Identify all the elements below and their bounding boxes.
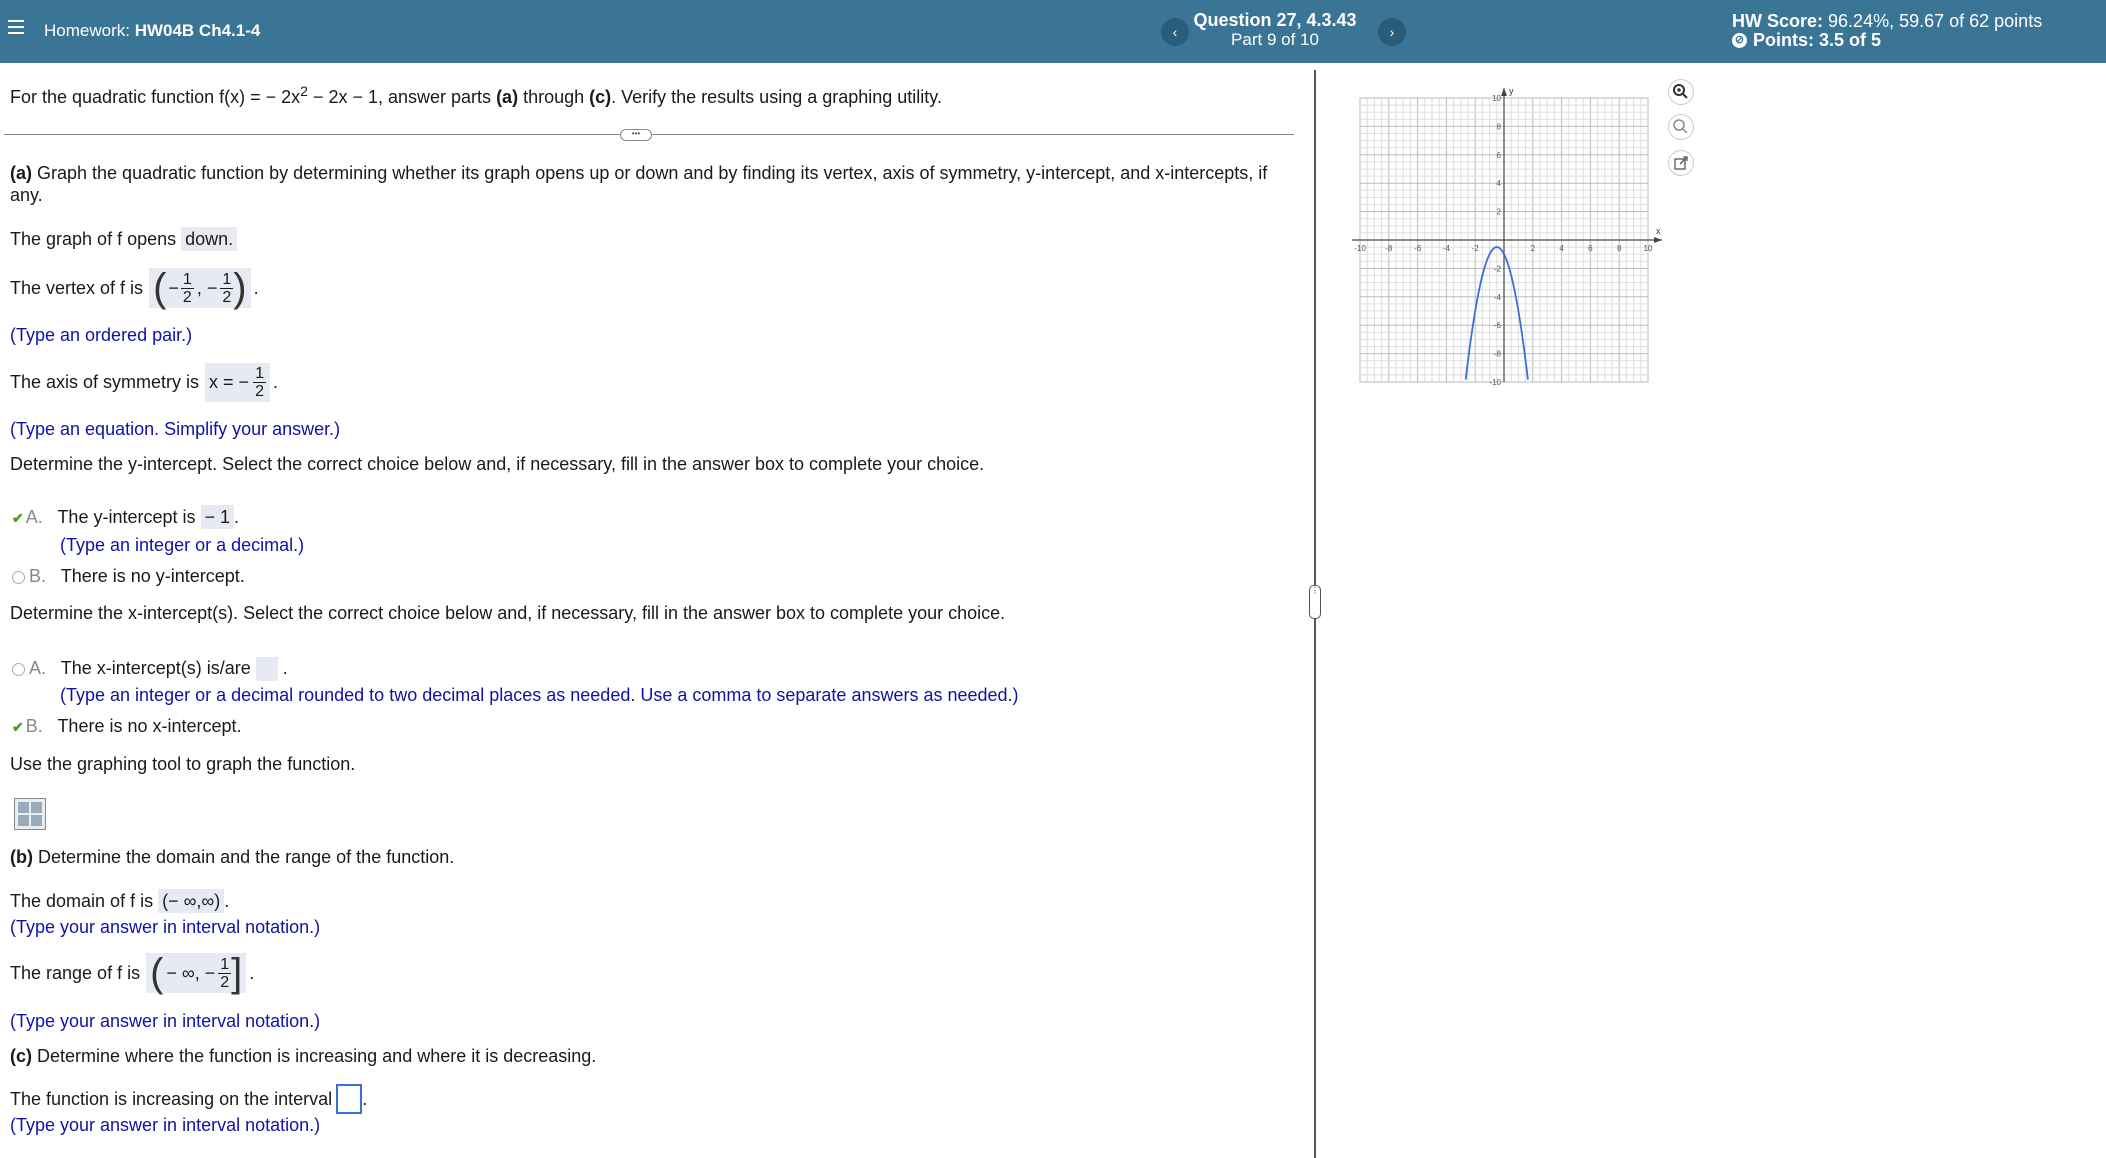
intro-d: (a) [496, 87, 519, 107]
yint-b-letter: B. [29, 566, 47, 586]
top-bar [0, 0, 2106, 63]
splitter-handle[interactable]: ⋮ [1309, 585, 1321, 619]
range-row: The range of f is ( − ∞, − $\frac{1}{2}$ ] . [10, 951, 255, 995]
vertex-den2: 2 [222, 288, 232, 306]
x-tick-label: 4 [1559, 244, 1564, 253]
range-answer-field[interactable]: ( − ∞, − $\frac{1}{2}$ ] [146, 953, 246, 993]
graph-prompt: Use the graphing tool to graph the function. [10, 754, 356, 774]
previous-question-button[interactable]: ‹ [1161, 18, 1189, 46]
x-tick-label: -2 [1471, 244, 1479, 253]
xint-choice-a[interactable]: A. The x-intercept(s) is/are . [12, 657, 288, 681]
yint-a-text: The y-intercept is [57, 507, 196, 527]
yint-choice-b[interactable] [12, 566, 245, 587]
opens-prefix: The graph of f opens [10, 229, 177, 249]
expand-toggle-button[interactable]: ••• [620, 129, 652, 141]
xint-a-hint: (Type an integer or a decimal rounded to two decimal places as needed. Use a comma to separate answers as needed.) [60, 685, 1019, 705]
xint-choice-b[interactable] [12, 716, 242, 737]
xint-answer-field[interactable] [256, 657, 278, 681]
vertex-answer-field[interactable]: ( − $\frac{1}{2}$ , − $\frac{1}{2}$ ) [149, 268, 251, 308]
increasing-hint: (Type your answer in interval notation.) [10, 1115, 321, 1135]
part-b-label: (b) [10, 847, 33, 867]
range-hint: (Type your answer in interval notation.) [10, 1011, 321, 1031]
x-tick-label: -10 [1354, 244, 1366, 253]
range-prefix: The range of f is [10, 962, 141, 983]
question-pane [0, 63, 1310, 1158]
problem-statement [10, 83, 942, 108]
axis-answer-field[interactable] [205, 363, 270, 402]
xint-b-text: There is no x-intercept. [57, 716, 242, 736]
x-tick-label: -8 [1385, 244, 1393, 253]
xint-b-letter: B. [25, 716, 43, 736]
x-tick-label: -4 [1442, 244, 1450, 253]
axis-num: 1 [255, 365, 264, 382]
x-tick-label: 10 [1643, 244, 1653, 253]
question-title: Question 27, 4.3.43 [1193, 10, 1357, 30]
vertex-hint: (Type an ordered pair.) [10, 325, 193, 345]
next-question-button[interactable]: › [1378, 18, 1406, 46]
points-label: Points: 3.5 of 5 [1753, 30, 1882, 50]
y-tick-label: 2 [1496, 207, 1501, 217]
points-icon: ⊘ [1732, 33, 1747, 48]
y-tick-label: 8 [1496, 122, 1501, 132]
xint-prompt: Determine the x-intercept(s). Select the correct choice below and, if necessary, fill in the answer box to complete your choice. [10, 603, 1006, 623]
x-tick-label: 8 [1616, 244, 1622, 253]
yint-answer-field[interactable]: − 1 [201, 505, 235, 529]
opens-answer-field[interactable]: down. [181, 227, 237, 251]
y-tick-label: -8 [1493, 349, 1501, 359]
hw-score [1732, 11, 2042, 32]
y-tick-label: 4 [1496, 179, 1501, 189]
intro-exp: 2 [300, 83, 308, 99]
y-tick-label: -6 [1493, 321, 1501, 331]
yint-a-letter: A. [25, 507, 43, 527]
xint-a-letter: A. [29, 657, 47, 678]
y-tick-label: -4 [1493, 292, 1501, 302]
domain-answer-field[interactable]: (− ∞,∞) [158, 889, 224, 913]
yint-b-text: There is no y-intercept. [60, 566, 245, 586]
intro-e: through [518, 87, 590, 107]
part-b-body: Determine the domain and the range of the function. [32, 847, 455, 867]
part-b-text [10, 847, 454, 868]
part-c-text [10, 1046, 596, 1067]
range-inf: − ∞, − [166, 962, 216, 983]
graph-area [1345, 80, 1675, 390]
y-tick-label: 10 [1492, 94, 1501, 103]
x-tick-label: 2 [1530, 244, 1536, 253]
x-axis-label: x [1656, 226, 1661, 236]
part-a-label: (a) [10, 163, 32, 183]
axis-row: The axis of symmetry is x = − $\frac{1}{2}$ . [10, 365, 278, 400]
hamburger-icon[interactable] [8, 20, 24, 34]
points [1732, 30, 1881, 51]
part-a-text-line1 [10, 163, 1267, 184]
yint-choice-a[interactable]: ✔ A. The y-intercept is − 1 . [12, 507, 240, 527]
intro-g: . Verify the results using a graphing utility. [611, 87, 942, 107]
intro-b: − 2x [265, 87, 301, 107]
vertex-num1: 1 [182, 270, 192, 288]
homework-title [44, 21, 260, 41]
increasing-row: The function is increasing on the interval . [10, 1084, 367, 1114]
zoom-in-button[interactable] [1668, 79, 1694, 105]
x-tick-label: 6 [1588, 244, 1593, 253]
y-axis-arrow [1501, 88, 1507, 96]
part-c-body: Determine where the function is increasing and where it is decreasing. [32, 1046, 597, 1066]
homework-label: Homework: [44, 21, 130, 40]
y-tick-label: -10 [1489, 378, 1501, 387]
increasing-answer-field[interactable] [336, 1084, 362, 1114]
zoom-out-icon [1669, 115, 1693, 139]
axis-den: 2 [255, 383, 264, 400]
intro-c: − 2x − 1, answer parts [307, 87, 497, 107]
vertex-num2: 1 [222, 270, 232, 288]
checkmark-icon: ✔ [12, 510, 24, 526]
part-a-text-line2: any. [10, 185, 43, 205]
question-part: Part 9 of 10 [1231, 30, 1319, 49]
hw-score-value: 96.24%, 59.67 of 62 points [1828, 11, 2043, 31]
domain-prefix: The domain of f is [10, 891, 154, 911]
yint-prompt: Determine the y-intercept. Select the correct choice below and, if necessary, fill in the answer box to complete your choice. [10, 454, 985, 474]
popout-button[interactable] [1668, 150, 1694, 176]
domain-row: The domain of f is (− ∞,∞) . [10, 891, 230, 911]
axis-x: x = − [209, 372, 250, 392]
part-c-label: (c) [10, 1046, 32, 1066]
radio-icon[interactable] [12, 663, 25, 676]
opens-row [10, 229, 237, 250]
range-den: 2 [220, 973, 230, 991]
y-tick-label: 6 [1496, 150, 1501, 160]
y-axis-label: y [1509, 86, 1514, 96]
y-tick-label: -2 [1493, 264, 1501, 274]
x-tick-label: -6 [1414, 244, 1422, 253]
radio-icon[interactable] [12, 571, 25, 584]
intro-f: (c) [589, 87, 612, 107]
zoom-out-button[interactable] [1668, 114, 1694, 140]
graphing-tool-button[interactable] [14, 798, 46, 830]
yint-a-hint: (Type an integer or a decimal.) [60, 535, 305, 555]
vertex-row: The vertex of f is ( − $\frac{1}{2}$ , − $\frac{1}{2}$ ) . [10, 266, 259, 310]
zoom-in-icon [1669, 80, 1693, 104]
axis-hint: (Type an equation. Simplify your answer.) [10, 419, 341, 439]
vertex-den1: 2 [182, 288, 192, 306]
checkmark-icon: ✔ [12, 719, 24, 735]
range-num: 1 [220, 955, 230, 973]
x-axis-arrow [1654, 237, 1662, 243]
intro-a: For the quadratic function f(x) = [10, 87, 266, 107]
part-a-text: Graph the quadratic function by determining whether its graph opens up or down and by finding its vertex, axis of symmetry, y-intercept, and x-intercepts, if [32, 163, 1268, 183]
popout-icon [1669, 151, 1693, 175]
domain-hint: (Type your answer in interval notation.) [10, 917, 321, 937]
xint-a-text: The x-intercept(s) is/are [60, 657, 251, 678]
hw-score-label: HW Score: [1732, 11, 1824, 31]
vertex-prefix: The vertex of f is [10, 277, 144, 298]
increasing-prefix: The function is increasing on the interval [10, 1088, 333, 1109]
homework-name: HW04B Ch4.1-4 [134, 21, 261, 40]
axis-prefix: The axis of symmetry is [10, 372, 200, 392]
